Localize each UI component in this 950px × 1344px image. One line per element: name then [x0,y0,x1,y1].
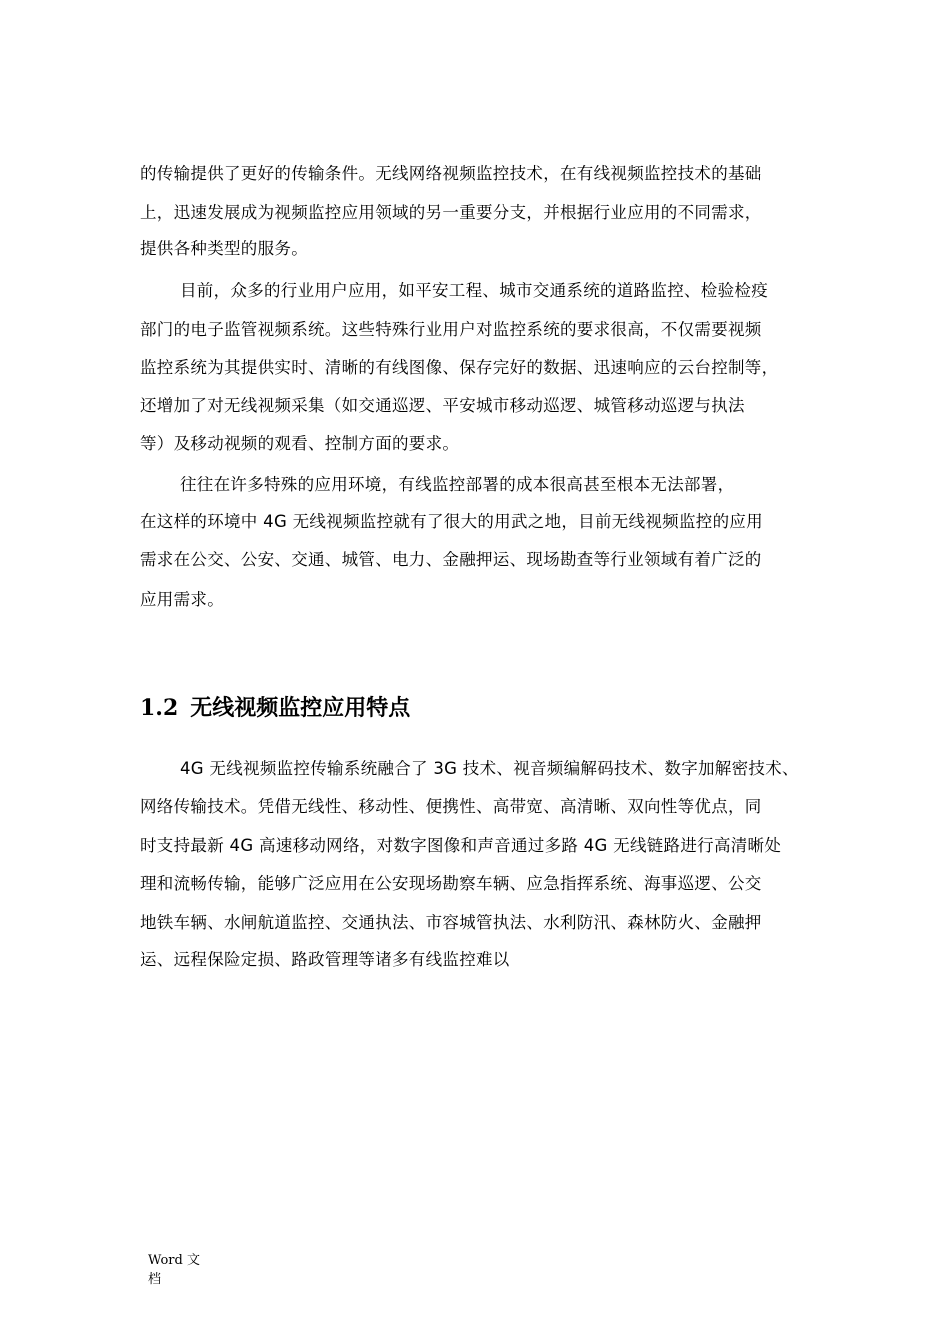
paragraph-4-line-3: 时支持最新 4G 高速移动网络，对数字图像和声音通过多路 4G 无线链路进行高清晰处 [140,836,782,855]
paragraph-2-line-4: 还增加了对无线视频采集（如交通巡逻、平安城市移动巡逻、城管移动巡逻与执法 [140,396,745,415]
paragraph-3-line-2: 在这样的环境中 4G 无线视频监控就有了很大的用武之地，目前无线视频监控的应用 [140,512,763,531]
paragraph-1-line-3: 提供各种类型的服务。 [140,239,308,258]
paragraph-4-line-5: 地铁车辆、水闸航道监控、交通执法、市容城管执法、水利防汛、森林防火、金融押 [140,913,762,932]
paragraph-3-line-4: 应用需求。 [140,590,224,609]
section-heading [140,694,410,722]
paragraph-1-line-2: 上，迅速发展成为视频监控应用领域的另一重要分支，并根据行业应用的不同需求， [140,203,762,222]
paragraph-4-line-6: 运、远程保险定损、路政管理等诸多有线监控难以 [140,950,510,969]
paragraph-3-line-3: 需求在公交、公安、交通、城管、电力、金融押运、现场勘查等行业领域有着广泛的 [140,550,762,569]
paragraph-4-line-2: 网络传输技术。凭借无线性、移动性、便携性、高带宽、高清晰、双向性等优点，同 [140,797,762,816]
section-number: 1.2 [140,695,179,721]
paragraph-1-line-1: 的传输提供了更好的传输条件。无线网络视频监控技术，在有线视频监控技术的基础 [140,164,762,183]
paragraph-3-line-1: 往往在许多特殊的应用环境，有线监控部署的成本很高甚至根本无法部署， [180,475,735,494]
footer-label: Word 文档 [148,1253,200,1287]
section-title: 无线视频监控应用特点 [190,695,411,721]
paragraph-2-line-3: 监控系统为其提供实时、清晰的有线图像、保存完好的数据、迅速响应的云台控制等， [140,358,779,377]
paragraph-4-line-4: 理和流畅传输，能够广泛应用在公安现场勘察车辆、应急指挥系统、海事巡逻、公交 [140,874,762,893]
paragraph-2-line-5: 等）及移动视频的观看、控制方面的要求。 [140,434,460,453]
paragraph-2-line-2: 部门的电子监管视频系统。这些特殊行业用户对监控系统的要求很高，不仅需要视频 [140,320,762,339]
paragraph-4-line-1: 4G 无线视频监控传输系统融合了 3G 技术、视音频编解码技术、数字加解密技术、 [180,759,799,778]
paragraph-2-line-1: 目前，众多的行业用户应用，如平安工程、城市交通系统的道路监控、检验检疫 [180,281,768,300]
